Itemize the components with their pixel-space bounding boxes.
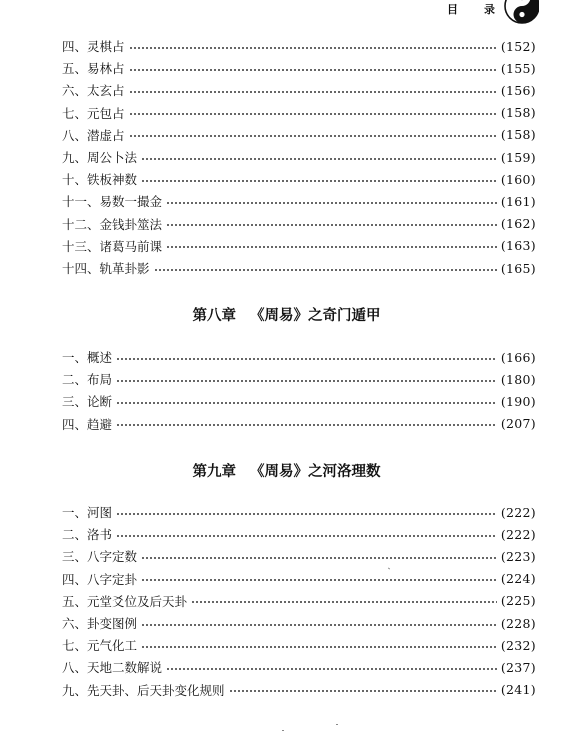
toc-entry [62, 214, 536, 234]
toc-entry-title: 五、元堂爻位及后天卦 [62, 593, 188, 609]
dot-leader [141, 579, 497, 581]
toc-entry [62, 103, 536, 123]
toc-entry-page-number: (158) [500, 127, 536, 143]
chapter-9-title: 《周易》之河洛理数 [250, 463, 381, 480]
toc-entry-page-number: (225) [500, 593, 536, 609]
toc-entry-title: 二、布局 [62, 372, 113, 388]
toc-entry [62, 258, 536, 278]
toc-entry-title: 六、太玄占 [62, 83, 125, 99]
dot-leader [154, 269, 497, 271]
toc-entry [62, 369, 536, 389]
toc-entry-title: 九、先天卦、后天卦变化规则 [62, 682, 225, 698]
dot-leader [141, 557, 497, 559]
toc-entry-title: 三、论断 [62, 394, 113, 410]
toc-entry [62, 546, 536, 566]
toc-entry-title: 十三、诸葛马前课 [62, 238, 163, 254]
toc-entry [62, 524, 536, 544]
toc-entry-title: 四、趋避 [62, 416, 113, 432]
toc-entry-page-number: (232) [500, 637, 536, 653]
toc-entry-page-number: (222) [500, 504, 536, 520]
toc-entry-title: 十一、易数一撮金 [62, 194, 163, 210]
toc-entry-title: 一、概述 [62, 350, 113, 365]
chapter-8-title: 《周易》之奇门遁甲 [250, 307, 381, 324]
toc-entry [62, 147, 536, 167]
toc-entry-title: 四、八字定卦 [62, 571, 138, 587]
toc-entry-page-number: (160) [500, 171, 536, 187]
toc-entry-page-number: (161) [500, 193, 536, 209]
toc-entry [62, 569, 536, 589]
dot-leader [141, 646, 497, 648]
toc-entry-page-number: (222) [500, 526, 536, 542]
toc-entry [62, 414, 536, 434]
dot-leader [116, 424, 497, 426]
toc-entry-title: 四、灵棋占 [62, 39, 125, 54]
dot-leader [229, 690, 497, 692]
toc-entry-title: 十二、金钱卦筮法 [62, 216, 163, 232]
toc-entry [62, 657, 536, 677]
dot-leader [141, 180, 497, 182]
toc-entry-title: 七、元包占 [62, 105, 125, 121]
dot-leader [129, 69, 497, 71]
toc-entry-page-number: (156) [500, 82, 536, 98]
dot-leader [116, 380, 497, 382]
dot-leader [129, 91, 497, 93]
toc-entry-page-number: (223) [500, 548, 536, 564]
toc-entry-page-number: (241) [500, 682, 536, 698]
dot-leader [129, 47, 497, 49]
chapter-9-heading [0, 460, 573, 481]
toc-entry-title: 五、易林占 [62, 61, 125, 77]
toc-entry-page-number: (163) [500, 238, 536, 254]
toc-entry-page-number: (166) [500, 349, 536, 365]
toc-entry-title: 七、元气化工 [62, 638, 138, 654]
toc-entry-page-number: (162) [500, 216, 536, 232]
dot-leader [141, 624, 497, 626]
dot-leader [166, 202, 497, 204]
toc-entry-title: 三、八字定数 [62, 549, 138, 565]
toc-entry [62, 591, 536, 611]
dot-leader [166, 224, 497, 226]
toc-entry-title: 一、河图 [62, 505, 113, 520]
toc-entry-page-number: (224) [500, 571, 536, 587]
toc-entry-page-number: (159) [500, 149, 536, 165]
toc-entry [62, 613, 536, 633]
toc-entry-title: 二、洛书 [62, 527, 113, 543]
toc-entry-title: 八、天地二数解说 [62, 660, 163, 676]
toc-entry [62, 125, 536, 145]
dot-leader [141, 158, 497, 160]
toc-entry-title: 八、潜虚占 [62, 127, 125, 143]
toc-entry-page-number: (228) [500, 615, 536, 631]
dot-leader [166, 246, 497, 248]
toc-entry [62, 58, 536, 78]
toc-entry [62, 36, 536, 56]
dot-leader [116, 513, 497, 515]
toc-entry-page-number: (158) [500, 105, 536, 121]
dot-leader [129, 113, 497, 115]
toc-entry-title: 十、铁板神数 [62, 172, 138, 188]
toc-entry [62, 680, 536, 700]
toc-entry-title: 九、周公卜法 [62, 150, 138, 165]
dot-leader [116, 535, 497, 537]
toc-entry-title: 六、卦变图例 [62, 616, 138, 631]
toc-entry [62, 391, 536, 411]
chapter-8-heading [0, 304, 573, 325]
chapter-8-number: 第八章 [192, 307, 236, 324]
toc-entry [62, 80, 536, 100]
yin-yang-icon [503, 0, 539, 24]
toc-entry-page-number: (180) [500, 371, 536, 387]
dot-leader [129, 135, 497, 137]
toc-entry [62, 502, 536, 522]
dot-leader [166, 668, 497, 670]
toc-entry [62, 347, 536, 367]
chapter-9-number: 第九章 [192, 463, 236, 480]
toc-entry-page-number: (237) [500, 659, 536, 675]
toc-entry-page-number: (207) [500, 416, 536, 432]
toc-entry-page-number: (165) [500, 260, 536, 276]
scan-speck [336, 724, 338, 725]
dot-leader [191, 601, 497, 603]
toc-entry [62, 236, 536, 256]
dot-leader [116, 358, 497, 360]
toc-entry [62, 169, 536, 189]
toc-entry-page-number: (190) [500, 393, 536, 409]
dot-leader [116, 402, 497, 404]
toc-entry [62, 635, 536, 655]
running-header [447, 0, 539, 30]
header-label-lu: 录 [484, 3, 495, 16]
toc-entry-page-number: (155) [500, 60, 536, 76]
toc-entry-page-number: (152) [500, 38, 536, 54]
header-label-mu: 目 [447, 3, 458, 16]
scan-speck [282, 730, 284, 731]
toc-entry-title: 十四、轨革卦影 [62, 261, 150, 276]
toc-entry [62, 191, 536, 211]
